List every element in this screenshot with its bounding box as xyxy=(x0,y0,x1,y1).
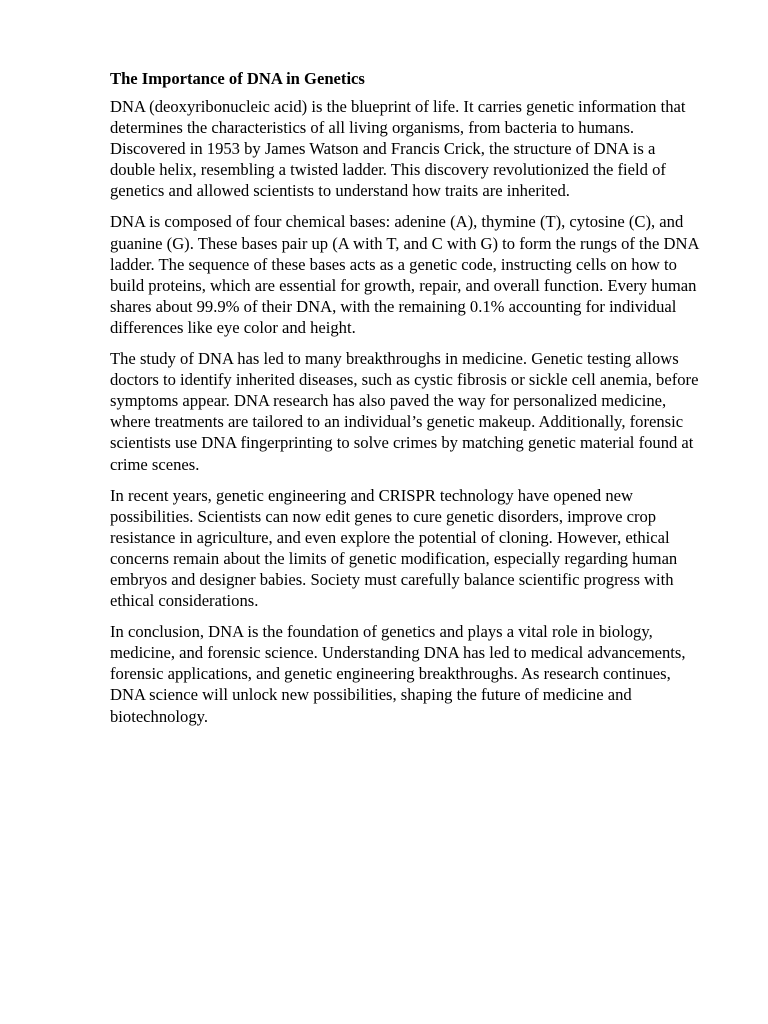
paragraph-conclusion: In conclusion, DNA is the foundation of genetics and plays a vital role in biology, medicine, and forensic science. Understanding DNA has led to medical advancements, forensic applications, and genetic engineering breakthroughs. As research continues, DNA science will unlock new possibilities, shaping the future of medicine and biotechnology. xyxy=(110,622,686,726)
paragraph-intro: DNA (deoxyribonucleic acid) is the blueprint of life. It carries genetic information that determines the characteristics of all living organisms, from bacteria to humans. Discovered in 1953 by James Watson and Francis Crick, the structure of DNA is a double helix, resembling a twisted ladder. This discovery revolutionized the field of genetics and allowed scientists to understand how traits are inherited. xyxy=(110,97,686,201)
paragraph-engineering: In recent years, genetic engineering and CRISPR technology have opened new possibilities. Scientists can now edit genes to cure genetic disorders, improve crop resistance in agriculture, and even explore the potential of cloning. However, ethical concerns remain about the limits of genetic modification, especially regarding human embryos and designer babies. Society must carefully balance scientific progress with ethical considerations. xyxy=(110,485,678,611)
paragraph-medicine: The study of DNA has led to many breakthroughs in medicine. Genetic testing allows doctors to identify inherited diseases, such as cystic fibrosis or sickle cell anemia, before symptoms appear. DNA research has also paved the way for personalized medicine, where treatments are tailored to an individual’s genetic makeup. Additionally, forensic scientists use DNA fingerprinting to solve crimes by matching genetic material found at crime scenes. xyxy=(110,349,699,474)
document-page xyxy=(110,68,700,737)
document-title: The Importance of DNA in Genetics xyxy=(110,69,365,88)
paragraph-bases: DNA is composed of four chemical bases: adenine (A), thymine (T), cytosine (C), and guanine (G). These bases pair up (A with T, and C with G) to form the rungs of the DNA ladder. The sequence of these bases acts as a genetic code, instructing cells on how to build proteins, which are essential for growth, repair, and overall function. Every human shares about 99.9% of their DNA, with the remaining 0.1% accounting for individual differences like eye color and height. xyxy=(110,212,699,337)
